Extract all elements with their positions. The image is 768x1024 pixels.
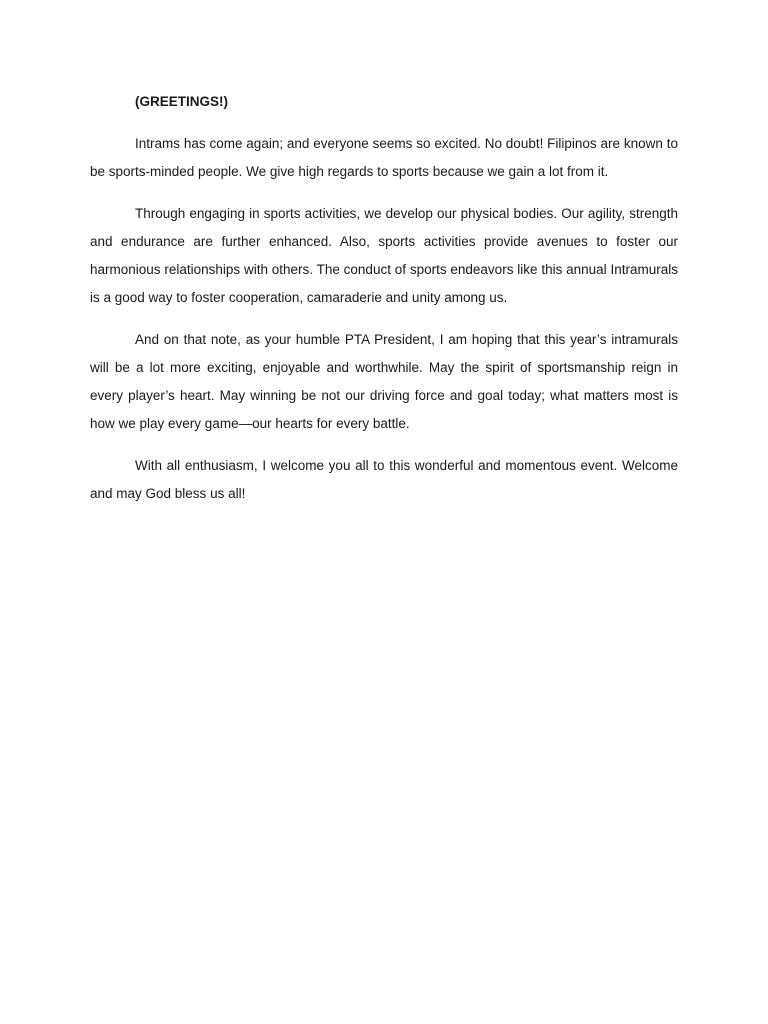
- paragraph-hopes: And on that note, as your humble PTA President, I am hoping that this year’s intramurals will be a lot more exciting, enjoyable and worthwhile. May the spirit of sportsmanship reign in every player’s heart. May winning be not our driving force and goal today; what matters most is how we play every game—our hearts for every battle.: [90, 332, 678, 431]
- document-page: [90, 88, 678, 522]
- paragraph-welcome: With all enthusiasm, I welcome you all to this wonderful and momentous event. Welcome and may God bless us all!: [90, 458, 678, 501]
- greeting-heading: (GREETINGS!): [135, 94, 228, 109]
- paragraph-intro: Intrams has come again; and everyone seems so excited. No doubt! Filipinos are known to be sports-minded people. We give high regards to sports because we gain a lot from it.: [90, 136, 678, 179]
- paragraph-benefits: Through engaging in sports activities, we develop our physical bodies. Our agility, strength and endurance are further enhanced. Also, sports activities provide avenues to foster our harmonious relationships with others. The conduct of sports endeavors like this annual Intramurals is a good way to foster cooperation, camaraderie and unity among us.: [90, 206, 678, 305]
